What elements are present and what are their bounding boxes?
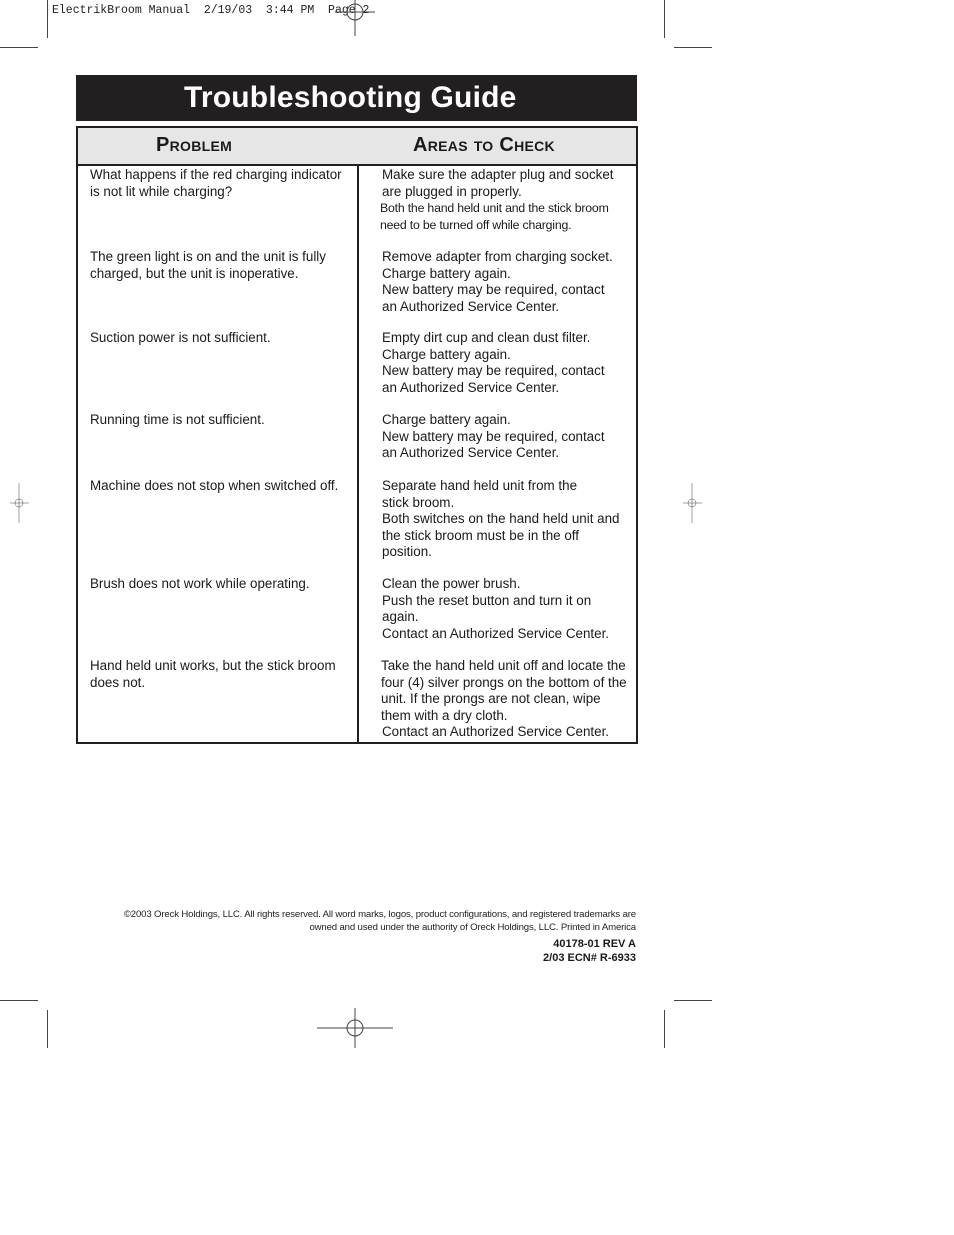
check-item: Charge battery again. <box>382 265 511 281</box>
registration-mark-icon <box>317 1008 393 1048</box>
check-item: New battery may be required, contact an Authorized Service Center. <box>382 428 605 460</box>
slug-line: ElectrikBroom Manual 2/19/03 3:44 PM Page 2 <box>52 4 370 17</box>
check-list <box>382 249 632 315</box>
check-item: Separate hand held unit from the stick broom. <box>382 478 578 510</box>
check-item: Contact an Authorized Service Center. <box>382 625 610 641</box>
crop-mark <box>47 0 48 38</box>
troubleshooting-table <box>76 126 638 744</box>
crop-mark <box>0 1000 38 1001</box>
check-item: Take the hand held unit off and locate the four (4) silver prongs on the bottom of the unit. If the prongs are not clean, wipe them with a dry cloth. <box>381 658 627 723</box>
check-item: Empty dirt cup and clean dust filter. <box>382 330 591 345</box>
check-item: Remove adapter from charging socket. <box>382 249 613 264</box>
problem-text: Machine does not stop when switched off. <box>90 478 339 493</box>
problem-text: The green light is on and the unit is fully charged, but the unit is inoperative. <box>90 249 326 281</box>
check-item: New battery may be required, contact an Authorized Service Center. <box>382 282 605 314</box>
column-divider <box>357 164 359 742</box>
column-header-problem: Problem <box>156 134 233 156</box>
check-item: New battery may be required, contact an Authorized Service Center. <box>382 363 605 395</box>
check-item: Charge battery again. <box>382 346 511 362</box>
copyright-line: owned and used under the authority of Oreck Holdings, LLC. Printed in America <box>309 921 636 933</box>
check-item: Push the reset button and turn it on again. <box>382 592 592 624</box>
ecn-number: 2/03 ECN# R-6933 <box>543 952 636 964</box>
crop-mark <box>664 1010 665 1048</box>
crop-mark <box>674 1000 712 1001</box>
page-title-bar <box>76 75 637 121</box>
problem-text: Hand held unit works, but the stick broom does not. <box>90 658 336 690</box>
registration-mark-icon <box>672 483 712 523</box>
check-item: Both the hand held unit and the stick broom need to be turned off while charging. <box>380 201 609 232</box>
problem-text: Brush does not work while operating. <box>90 576 310 591</box>
problem-text: Running time is not sufficient. <box>90 412 265 427</box>
crop-mark <box>664 0 665 38</box>
crop-mark <box>47 1010 48 1048</box>
column-header-areas-to-check: Areas to Check <box>413 134 555 156</box>
page-title: Troubleshooting Guide <box>184 81 517 114</box>
check-list <box>382 412 632 462</box>
check-item: Clean the power brush. <box>382 576 521 591</box>
check-list <box>382 478 632 561</box>
crop-mark <box>0 47 38 48</box>
check-item: Charge battery again. <box>382 412 511 427</box>
table-header <box>78 128 636 166</box>
copyright-line: ©2003 Oreck Holdings, LLC. All rights reserved. All word marks, logos, product configurations, and registered trademarks are <box>123 909 636 920</box>
copyright-notice <box>124 909 636 934</box>
check-list <box>382 167 632 233</box>
check-list <box>382 576 632 642</box>
problem-text: What happens if the red charging indicator is not lit while charging? <box>90 167 342 199</box>
registration-mark-icon <box>0 483 40 523</box>
check-item: Make sure the adapter plug and socket are plugged in properly. <box>382 167 614 199</box>
check-list <box>382 658 632 741</box>
check-list <box>382 330 632 396</box>
registration-mark-icon <box>335 0 375 36</box>
part-number: 40178-01 REV A <box>553 938 636 950</box>
crop-mark <box>674 47 712 48</box>
problem-text: Suction power is not sufficient. <box>90 330 271 345</box>
check-item: Both switches on the hand held unit and the stick broom must be in the off position. <box>382 511 620 559</box>
check-item: Contact an Authorized Service Center. <box>382 724 610 739</box>
